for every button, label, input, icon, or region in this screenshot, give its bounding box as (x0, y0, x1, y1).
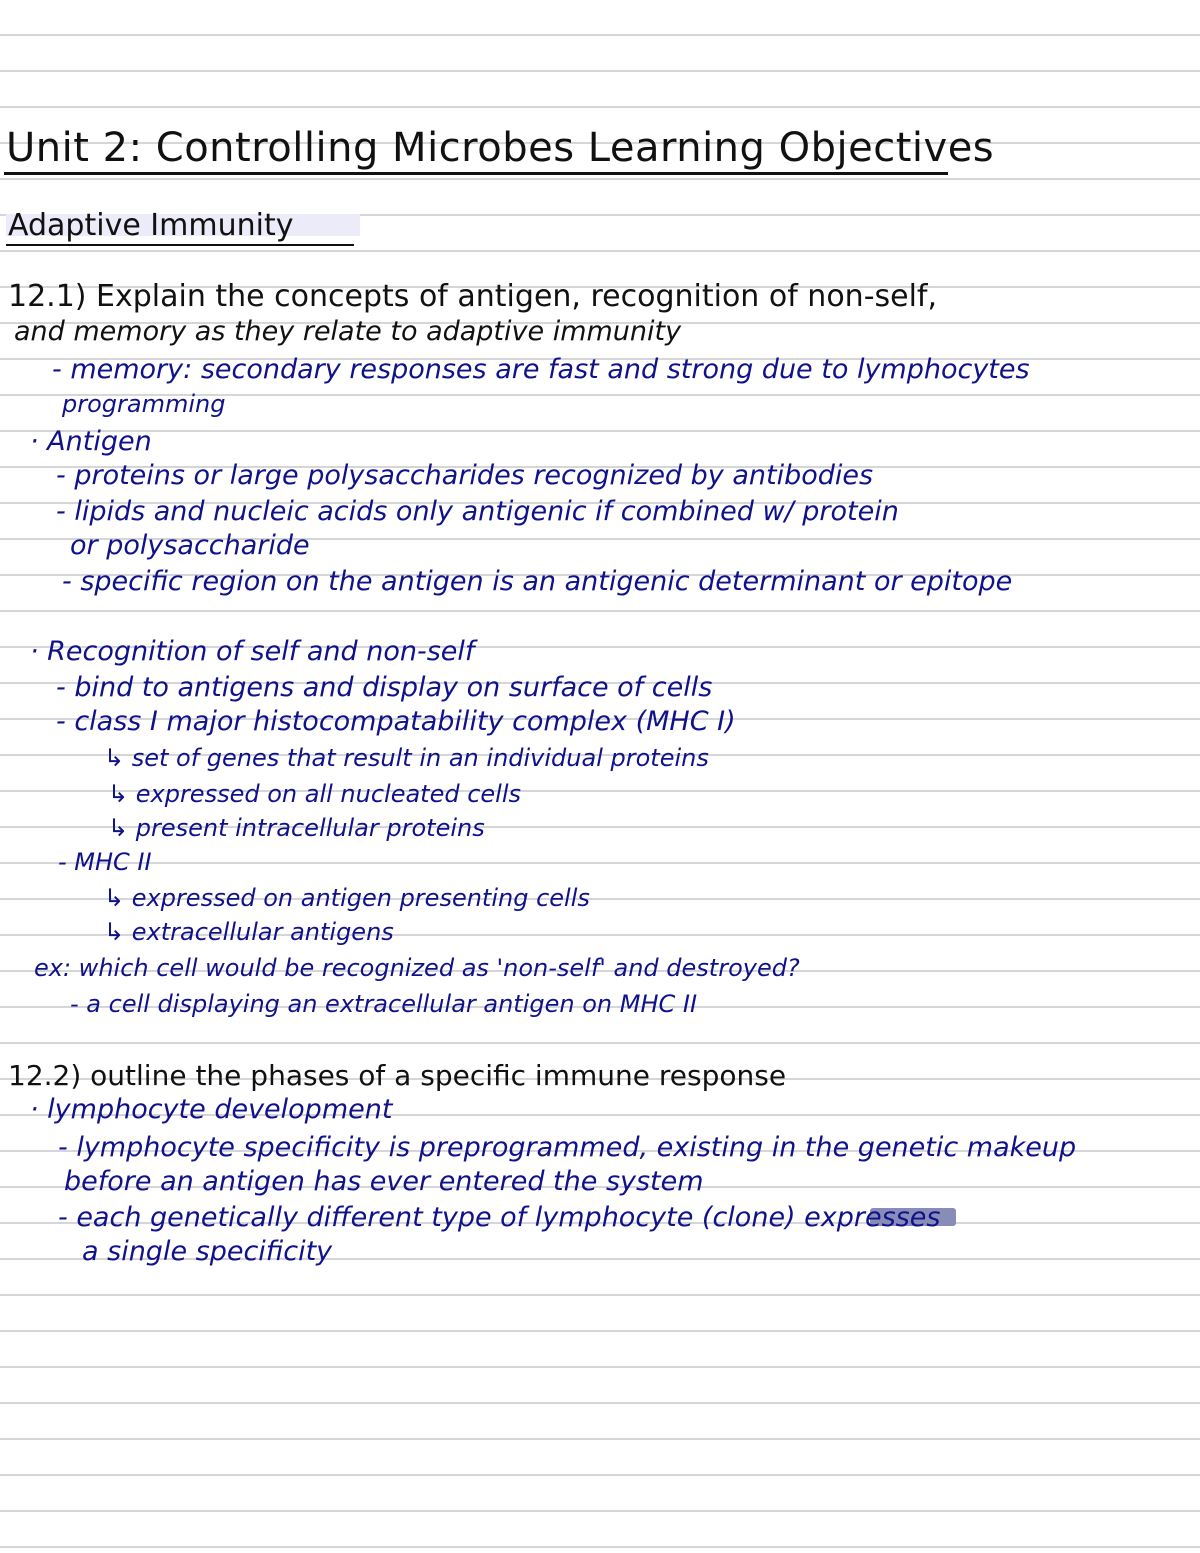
lymphocyte-note-3: - each genetically different type of lymphocyte (clone) expresses (58, 1202, 941, 1233)
example-answer: - a cell displaying an extracellular antigen on MHC II (70, 990, 698, 1018)
antigen-note-3: or polysaccharide (70, 530, 310, 561)
antigen-note-4: - specific region on the antigen is an antigenic determinant or epitope (62, 566, 1013, 597)
memory-note-line2: programming (62, 390, 226, 418)
example-question: ex: which cell would be recognized as 'non-self' and destroyed? (34, 954, 800, 982)
objective-heading-12-1-line1: 12.1) Explain the concepts of antigen, recognition of non-self, (8, 279, 938, 314)
objective-heading-12-2: 12.2) outline the phases of a specific immune response (8, 1059, 787, 1092)
section-underline (6, 244, 354, 246)
lymphocyte-heading: · lymphocyte development (30, 1094, 393, 1125)
recognition-heading: · Recognition of self and non-self (30, 636, 475, 667)
title-underline (4, 172, 948, 175)
antigen-note-2: - lipids and nucleic acids only antigenic if combined w/ protein (56, 496, 899, 527)
recognition-note-4: ↳ expressed on all nucleated cells (108, 780, 522, 808)
section-heading: Adaptive Immunity (8, 208, 294, 243)
memory-note-line1: - memory: secondary responses are fast and strong due to lymphocytes (52, 354, 1030, 385)
lymphocyte-note-4: a single specificity (82, 1236, 333, 1267)
antigen-note-1: - proteins or large polysaccharides recognized by antibodies (56, 460, 874, 491)
antigen-heading: · Antigen (30, 426, 152, 457)
mhc-ii-note-2: ↳ extracellular antigens (104, 918, 394, 946)
recognition-note-5: ↳ present intracellular proteins (108, 814, 485, 842)
recognition-note-3: ↳ set of genes that result in an individual proteins (104, 744, 709, 772)
mhc-ii-heading: - MHC II (58, 848, 152, 876)
lymphocyte-note-1: - lymphocyte specificity is preprogrammed, existing in the genetic makeup (58, 1132, 1077, 1163)
recognition-note-1: - bind to antigens and display on surface of cells (56, 672, 713, 703)
objective-heading-12-1-line2: and memory as they relate to adaptive immunity (14, 316, 682, 347)
mhc-ii-note-1: ↳ expressed on antigen presenting cells (104, 884, 590, 912)
recognition-note-2: - class I major histocompatability complex (MHC I) (56, 706, 736, 737)
page-title: Unit 2: Controlling Microbes Learning Objectives (6, 125, 995, 171)
lymphocyte-note-2: before an antigen has ever entered the system (64, 1166, 704, 1197)
